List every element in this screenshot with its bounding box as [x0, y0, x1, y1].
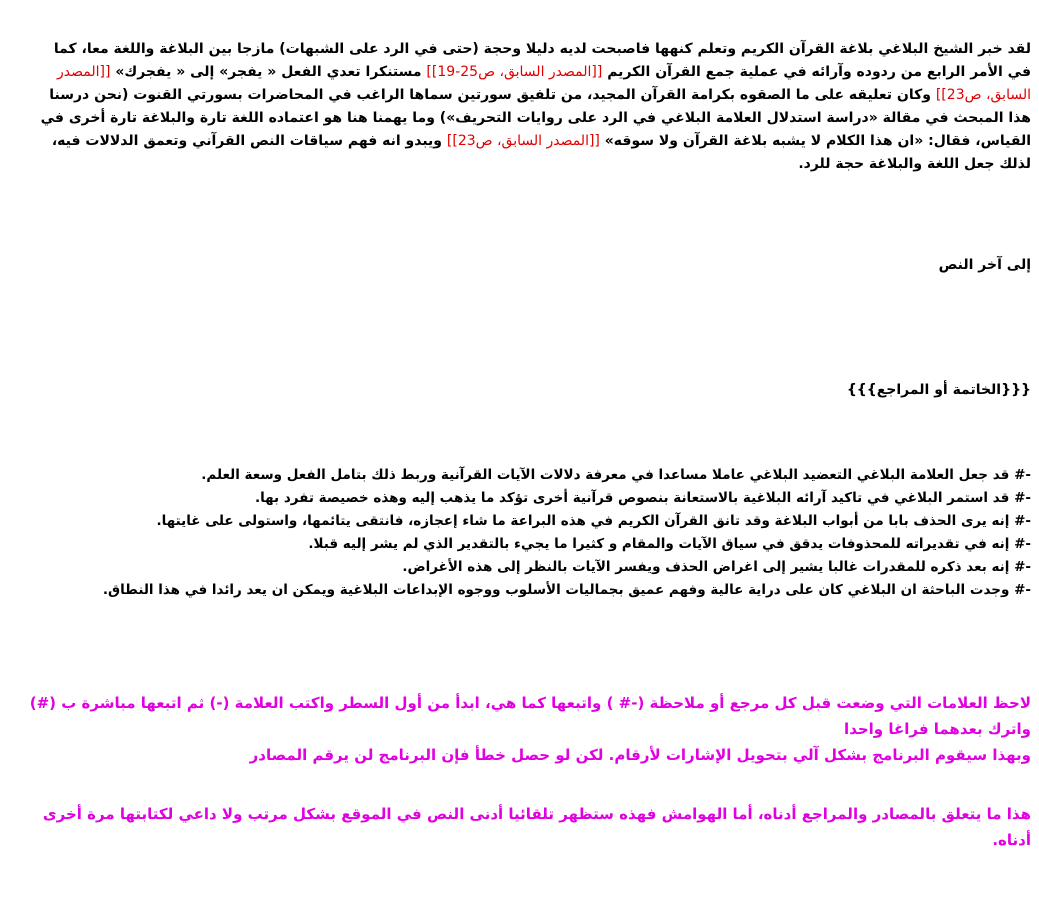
instruction-note-line-1: لاحظ العلامات التي وضعت قبل كل مرجع أو ملاحظة (-# ) واتبعها كما هي، ابدأ من أول السطر واكتب العلامة (-) ثم اتبعها مباشرة ب (#) واترك بعدهما فراغا واحدا [29, 694, 1031, 738]
intro-text-2: مستنكرا تعدي الفعل « يفجر» إلى « يفجرك» [115, 64, 422, 80]
intro-text-3: وكان تعليقه على ما الصقوه بكرامة القرآن المجيد، من تلفيق سورتين سماها الراغب في المحاضرات بسورتي القنوت (نحن درسنا هذا المبحث في مقالة «دراسة استدلال العلامة البلاغي في الرد على روايات التحريف») وما يهمنا هنا هو اعتماده اللغة تارة والبلاغة تارة أخرى في القياس، فقال: «ان هذا الكلام لا يشبه بلاغة القرآن ولا سوقه» [40, 87, 1031, 149]
list-item: -# إنه يرى الحذف بابا من أبواب البلاغة وقد تانق القرآن الكريم في هذه البراعة ما شاء إعجازه، فانتقى يتائمها، واستولى على غايتها. [156, 513, 1031, 529]
to-end-line: إلى آخر النص [938, 257, 1031, 273]
footnotes-note: هذا ما يتعلق بالمصادر والمراجع أدناه، أما الهوامش فهذه ستظهر تلقائيا أدنى النص في الموقع بشكل مرتب ولا داعي لكتابتها مرة أخرى أدناه. [42, 805, 1031, 849]
instruction-note [29, 690, 1031, 768]
list-item: -# إنه بعد ذكره للمقدرات غالبا يشير إلى اغراض الحذف ويفسر الآيات بالنظر إلى هذه الأغراض. [402, 559, 1031, 575]
list-item: -# وجدت الباحثة ان البلاغي كان على دراية عالية وفهم عميق بجماليات الأسلوب ووجوه الإبداعات البلاغية ويمكن ان يعد رائدا في هذا النطاق. [102, 582, 1031, 598]
conclusion-list [29, 464, 1031, 602]
conclusion-heading: {{{الخاتمة أو المراجع}}} [846, 382, 1031, 398]
intro-text-4: ويبدو انه فهم سياقات النص القرآني وتعمق الدلالات فيه، لذلك جعل اللغة والبلاغة حجة للرد. [51, 133, 1031, 172]
instruction-note-line-2: وبهذا سيقوم البرنامج بشكل آلي بتحويل الإشارات لأرقام. لكن لو حصل خطأ فإن البرنامج لن يرقم المصادر [249, 746, 1031, 764]
source-reference-3: [[المصدر السابق، ص23]] [446, 133, 600, 149]
source-reference-1: [[المصدر السابق، ص25-19]] [426, 64, 603, 80]
list-item: -# قد استمر البلاغي في تاكيد آرائه البلاغية بالاستعانة بنصوص قرآنية أخرى تؤكد ما يذهب إليه وهذه خصيصة تفرد بها. [254, 490, 1031, 506]
intro-paragraph [29, 38, 1031, 176]
source-reference-2: [[المصدر السابق، ص23]] [57, 64, 1031, 103]
list-item: -# قد جعل العلامة البلاغي التعضيد البلاغي عاملا مساعدا في معرفة دلالات الآيات القرآنية وربط ذلك بتامل الفعل وسعة العلم. [201, 467, 1031, 483]
list-item: -# إنه في تقديراته للمحذوفات يدقق في سياق الآيات والمقام و كثيرا ما يجيء بالتقدير الذي لم يشر إليه قبلا. [308, 536, 1031, 552]
intro-text-1: لقد خبر الشيخ البلاغي بلاغة القرآن الكريم وتعلم كنهها فاصبحت لديه دليلا وحجة (حتى في الرد على الشبهات) مازجا بين البلاغة واللغة معا، كما في الأمر الرابع من ردوده وآرائه في عملية جمع القرآن الكريم [53, 41, 1031, 80]
